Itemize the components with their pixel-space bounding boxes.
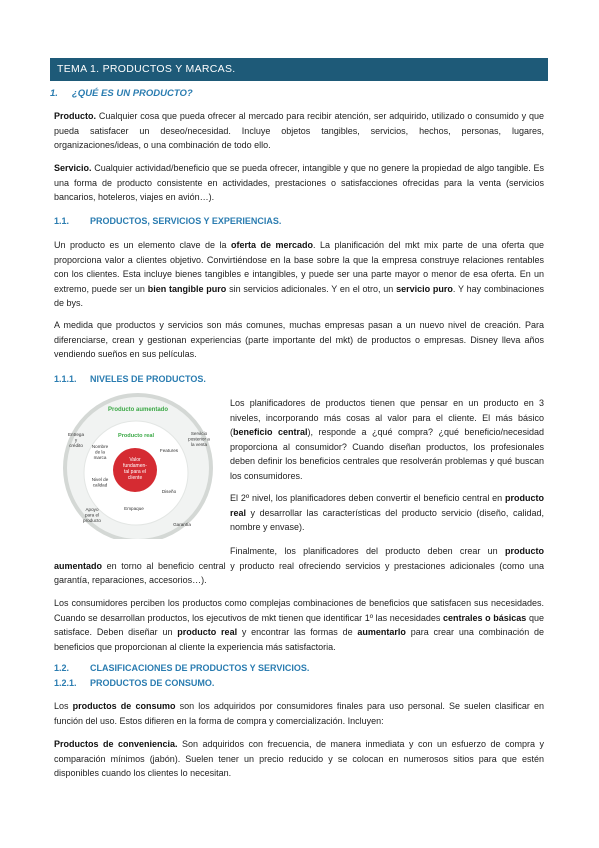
section-number: 1. (50, 88, 58, 99)
paragraph-producto (54, 109, 544, 153)
paragraph-conveniencia (54, 737, 544, 781)
bold-run: producto real (177, 627, 238, 637)
text-run: . Y hay combinaciones de bys. (54, 283, 544, 308)
text-run: Un producto es un elemento clave de la (54, 240, 231, 250)
text-run: en torno al beneficio central y producto real ofreciendo servicios y prestaciones adicionales (como una garantía, reparaciones, accesorios…). (54, 560, 544, 585)
label-entrega-credito: Entrega y crédito (67, 432, 85, 448)
product-levels-diagram (58, 391, 218, 539)
bold-run: productos de consumo (72, 701, 176, 711)
bold-run: beneficio central (233, 427, 308, 437)
text-run: ), responde a ¿qué compra? ¿qué beneficio/necesidad proporciona al consumidor? Cuando diseñan productos, los profesionales deben definir los beneficios centrales que resolverán problemas y qué buscan los consumidores. (230, 427, 544, 481)
definition-text: Cualquier actividad/beneficio que se pueda ofrecer, intangible y que no genere la propiedad de algo tangible. Es una forma de producto consistente en actividades, prestaciones o satisfacciones ofrecidas para la venta (servicios bancarios, hoteleros, viajes en avión…). (54, 163, 544, 202)
bold-run: centrales o básicas (442, 612, 527, 623)
bold-run: producto aumentado (54, 546, 544, 571)
label-diseno: Diseño (161, 489, 177, 494)
chapter-banner: TEMA 1. PRODUCTOS Y MARCAS. (50, 58, 548, 81)
definition-text: Son adquiridos con frecuencia, de manera inmediata y con un esfuerzo de compra y comparación mínimos (jabón). Suelen tener un precio reducido y se colocan en numerosos sitios para que estén disponibles cuando los clientes lo necesitan. (54, 739, 545, 778)
text-run: y encontrar las formas de (237, 627, 358, 637)
bold-run: producto real (230, 493, 544, 518)
paragraph-consumidores (54, 596, 544, 654)
label-nivel-calidad: Nivel de calidad (91, 477, 109, 488)
outer-title: Producto aumentado (107, 407, 169, 413)
section-heading-1-1 (54, 216, 281, 226)
section-number: 1.2. (54, 663, 70, 673)
section-number: 1.1.1. (54, 374, 77, 384)
section-title: NIVELES DE PRODUCTOS. (90, 374, 206, 384)
bold-run: bien tangible puro (147, 283, 227, 294)
label-servicio-posterior: Servicio posterior a la venta (188, 431, 210, 447)
section-heading-1-2 (54, 663, 309, 673)
section-title: PRODUCTOS, SERVICIOS Y EXPERIENCIAS. (90, 216, 282, 226)
bold-run: servicio puro (396, 283, 453, 294)
bold-run: oferta de mercado (231, 240, 313, 250)
section-number: 1.2.1. (54, 678, 77, 688)
paragraph-niveles-1 (230, 396, 544, 483)
paragraph-oferta (54, 238, 544, 311)
term-producto: Producto. (54, 111, 96, 121)
label-features: Features (159, 448, 179, 453)
section-heading-1 (50, 88, 193, 99)
middle-title: Producto real (117, 433, 155, 439)
text-run: y desarrollar las características del producto servicio (diseño, calidad, nombre y envase). (230, 507, 544, 532)
label-empaque: Empaque (124, 506, 144, 511)
section-title: ¿QUÉ ES UN PRODUCTO? (72, 88, 193, 99)
section-number: 1.1. (54, 216, 70, 226)
text-run: sin servicios adicionales. Y en el otro, un (226, 283, 397, 294)
text-run: Los (54, 701, 73, 711)
text-run: . La planificación del mkt mix parte de una oferta que proporciona valor a clientes objetivo. Convirtiéndose en la base sobre la que la empresa construye relaciones rentables con los clientes. Esta incluye bienes tangibles e intangibles, y puede ser una parte mayor o menor de esa oferta. En un extremo, puede ser un (54, 240, 544, 294)
text-run: Los consumidores perciben los productos como complejas combinaciones de beneficios que satisfacen sus necesidades. Cuando se desarrollan productos, los ejecutivos de mkt tienen que identificar 1º las necesidades (54, 598, 544, 623)
bold-run: aumentarlo (357, 627, 406, 637)
paragraph-comunes: A medida que productos y servicios son más comunes, muchas empresas pasan a un nuevo nivel de creación. Para diferenciarse, crean y gestionan experiencias (parte importante del mkt) de productos o empresas. Disney lleva años vendiendo sueños en sus películas. (54, 320, 544, 359)
label-apoyo: Apoyo para el producto (83, 507, 101, 523)
section-heading-1-1-1 (54, 374, 206, 384)
text-run: El 2º nivel, los planificadores deben convertir el beneficio central en (230, 493, 505, 503)
definition-text: Cualquier cosa que pueda ofrecer al mercado para recibir atención, ser adquirido, utilizado o consumido y que pueda satisfacer un deseo/necesidad. Incluye objetos tangibles, servicios, hechos, personas, lugares, organizaciones/ideas, o una combinación de todo ello. (54, 111, 544, 150)
label-nombre-marca: Nombre de la marca (91, 444, 109, 460)
core-label-line: Valor fundamen-tal para el cliente (123, 457, 147, 481)
label-garantia: Garantía (173, 522, 191, 527)
paragraph-servicio (54, 161, 544, 205)
section-title: PRODUCTOS DE CONSUMO. (90, 678, 215, 688)
section-title: CLASIFICACIONES DE PRODUCTOS Y SERVICIOS. (90, 663, 310, 673)
paragraph-consumo (54, 699, 544, 728)
section-heading-1-2-1 (54, 678, 214, 688)
text-run: Finalmente, los planificadores del producto deben crear un (230, 546, 505, 556)
text-run: que satisface. Deben diseñar un (54, 612, 544, 637)
text-run: son los adquiridos por consumidores finales para uso personal. Se suelen clasificar en función del uso. Estos difieren en la forma de compra y comercialización. Incluyen: (54, 701, 544, 726)
text-run: para crear una combinación de beneficios que proporcionan al cliente la experiencia más satisfactoria. (54, 627, 545, 652)
term-conveniencia: Productos de conveniencia. (54, 739, 178, 749)
paragraph-niveles-3 (54, 544, 544, 588)
paragraph-niveles-2 (230, 491, 544, 535)
text-run: Los planificadores de productos tienen que pensar en un producto en 3 niveles, incorporando más cosas al valor para el cliente. El más básico ( (230, 398, 544, 437)
term-servicio: Servicio. (54, 163, 92, 173)
